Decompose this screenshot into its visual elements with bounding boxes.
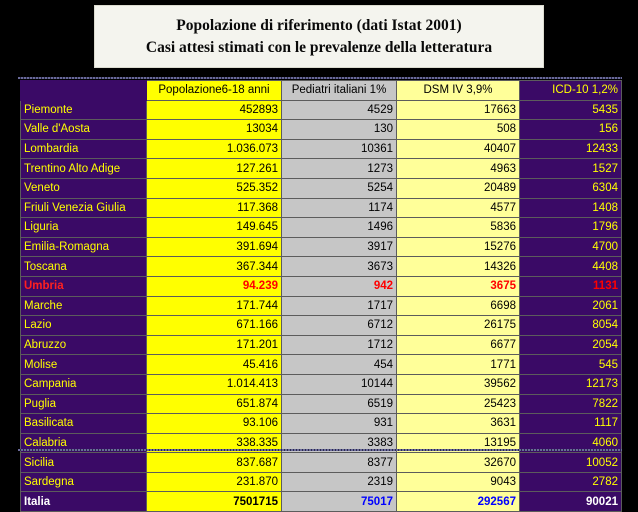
pediatri-cell: 931 — [282, 414, 397, 434]
dsm-cell: 39562 — [397, 374, 520, 394]
pediatri-cell: 3383 — [282, 433, 397, 453]
population-cell: 7501715 — [147, 492, 282, 512]
icd-cell: 12433 — [520, 139, 622, 159]
population-cell: 13034 — [147, 120, 282, 140]
region-cell: Calabria — [21, 433, 147, 453]
pediatri-cell: 1712 — [282, 335, 397, 355]
dsm-cell: 6677 — [397, 335, 520, 355]
icd-cell: 6304 — [520, 178, 622, 198]
pediatri-cell: 3917 — [282, 237, 397, 257]
table-row — [21, 178, 622, 198]
pediatri-cell: 6519 — [282, 394, 397, 414]
pediatri-cell: 1174 — [282, 198, 397, 218]
icd-cell: 1527 — [520, 159, 622, 179]
table-row — [21, 394, 622, 414]
dsm-cell: 17663 — [397, 100, 520, 120]
pediatri-cell: 454 — [282, 355, 397, 375]
pediatri-cell: 10144 — [282, 374, 397, 394]
population-cell: 651.874 — [147, 394, 282, 414]
region-cell: Liguria — [21, 218, 147, 238]
dsm-cell: 15276 — [397, 237, 520, 257]
region-cell: Italia — [21, 492, 147, 512]
region-cell: Valle d'Aosta — [21, 120, 147, 140]
table-row — [21, 120, 622, 140]
region-cell: Puglia — [21, 394, 147, 414]
table-row — [21, 139, 622, 159]
table-row — [21, 355, 622, 375]
population-cell: 452893 — [147, 100, 282, 120]
icd-cell: 2061 — [520, 296, 622, 316]
dsm-cell: 25423 — [397, 394, 520, 414]
region-cell: Marche — [21, 296, 147, 316]
table-row — [21, 276, 622, 296]
population-cell: 171.201 — [147, 335, 282, 355]
population-cell: 1.036.073 — [147, 139, 282, 159]
dsm-cell: 3675 — [397, 276, 520, 296]
dsm-cell: 4577 — [397, 198, 520, 218]
population-cell: 231.870 — [147, 472, 282, 492]
population-cell: 391.694 — [147, 237, 282, 257]
population-cell: 171.744 — [147, 296, 282, 316]
pediatri-cell: 1496 — [282, 218, 397, 238]
pediatri-cell: 3673 — [282, 257, 397, 277]
table-row — [21, 100, 622, 120]
icd-cell: 156 — [520, 120, 622, 140]
bottom-divider — [18, 449, 622, 451]
icd-cell: 12173 — [520, 374, 622, 394]
dsm-cell: 4963 — [397, 159, 520, 179]
region-cell: Emilia-Romagna — [21, 237, 147, 257]
region-cell: Molise — [21, 355, 147, 375]
icd-cell: 2782 — [520, 472, 622, 492]
dsm-cell: 40407 — [397, 139, 520, 159]
region-cell: Friuli Venezia Giulia — [21, 198, 147, 218]
region-cell: Lazio — [21, 316, 147, 336]
icd-cell: 1408 — [520, 198, 622, 218]
dsm-cell: 20489 — [397, 178, 520, 198]
icd-cell: 1131 — [520, 276, 622, 296]
total-row — [21, 492, 622, 512]
title-line-2: Casi attesi stimati con le prevalenze della letteratura — [145, 39, 493, 56]
population-cell: 94.239 — [147, 276, 282, 296]
population-cell: 149.645 — [147, 218, 282, 238]
icd-cell: 4408 — [520, 257, 622, 277]
table-body — [21, 81, 622, 512]
dsm-cell: 32670 — [397, 453, 520, 473]
dsm-cell: 3631 — [397, 414, 520, 434]
population-cell: 338.335 — [147, 433, 282, 453]
region-cell: Basilicata — [21, 414, 147, 434]
population-cell: 367.344 — [147, 257, 282, 277]
region-cell: Piemonte — [21, 100, 147, 120]
dsm-cell: 26175 — [397, 316, 520, 336]
icd-cell: 7822 — [520, 394, 622, 414]
pediatri-cell: 8377 — [282, 453, 397, 473]
icd-cell: 4700 — [520, 237, 622, 257]
icd-cell: 1796 — [520, 218, 622, 238]
pediatri-cell: 5254 — [282, 178, 397, 198]
table-row — [21, 472, 622, 492]
region-cell: Lombardia — [21, 139, 147, 159]
dsm-cell: 1771 — [397, 355, 520, 375]
population-cell: 671.166 — [147, 316, 282, 336]
pediatri-cell: 75017 — [282, 492, 397, 512]
icd-cell: 2054 — [520, 335, 622, 355]
population-cell: 93.106 — [147, 414, 282, 434]
header-icd: ICD-10 1,2% — [520, 81, 622, 101]
region-cell: Umbria — [21, 276, 147, 296]
pediatri-cell: 942 — [282, 276, 397, 296]
region-cell: Toscana — [21, 257, 147, 277]
dsm-cell: 5836 — [397, 218, 520, 238]
region-cell: Trentino Alto Adige — [21, 159, 147, 179]
table-row — [21, 414, 622, 434]
icd-cell: 90021 — [520, 492, 622, 512]
table-row — [21, 159, 622, 179]
table-row — [21, 218, 622, 238]
title-line-1: Popolazione di riferimento (dati Istat 2001) — [176, 17, 462, 34]
region-cell: Abruzzo — [21, 335, 147, 355]
table-row — [21, 316, 622, 336]
region-cell: Campania — [21, 374, 147, 394]
population-cell: 117.368 — [147, 198, 282, 218]
table-row — [21, 198, 622, 218]
icd-cell: 8054 — [520, 316, 622, 336]
top-divider — [18, 77, 622, 79]
table-row — [21, 296, 622, 316]
header-population: Popolazione6-18 anni — [147, 81, 282, 101]
dsm-cell: 14326 — [397, 257, 520, 277]
icd-cell: 4060 — [520, 433, 622, 453]
pediatri-cell: 2319 — [282, 472, 397, 492]
population-cell: 1.014.413 — [147, 374, 282, 394]
table-row — [21, 237, 622, 257]
dsm-cell: 292567 — [397, 492, 520, 512]
table-row — [21, 335, 622, 355]
population-cell: 45.416 — [147, 355, 282, 375]
header-pediatri: Pediatri italiani 1% — [282, 81, 397, 101]
pediatri-cell: 1717 — [282, 296, 397, 316]
pediatri-cell: 6712 — [282, 316, 397, 336]
icd-cell: 5435 — [520, 100, 622, 120]
population-cell: 525.352 — [147, 178, 282, 198]
dsm-cell: 13195 — [397, 433, 520, 453]
icd-cell: 545 — [520, 355, 622, 375]
pediatri-cell: 130 — [282, 120, 397, 140]
title-box — [94, 5, 544, 68]
pediatri-cell: 1273 — [282, 159, 397, 179]
population-cell: 837.687 — [147, 453, 282, 473]
table-row — [21, 374, 622, 394]
table-row — [21, 257, 622, 277]
population-table — [20, 80, 622, 512]
table-row — [21, 453, 622, 473]
region-cell: Sicilia — [21, 453, 147, 473]
header-dsm: DSM IV 3,9% — [397, 81, 520, 101]
header-row — [21, 81, 622, 101]
region-cell: Sardegna — [21, 472, 147, 492]
pediatri-cell: 4529 — [282, 100, 397, 120]
region-cell: Veneto — [21, 178, 147, 198]
dsm-cell: 6698 — [397, 296, 520, 316]
dsm-cell: 9043 — [397, 472, 520, 492]
header-region — [21, 81, 147, 101]
pediatri-cell: 10361 — [282, 139, 397, 159]
icd-cell: 1117 — [520, 414, 622, 434]
population-cell: 127.261 — [147, 159, 282, 179]
dsm-cell: 508 — [397, 120, 520, 140]
icd-cell: 10052 — [520, 453, 622, 473]
